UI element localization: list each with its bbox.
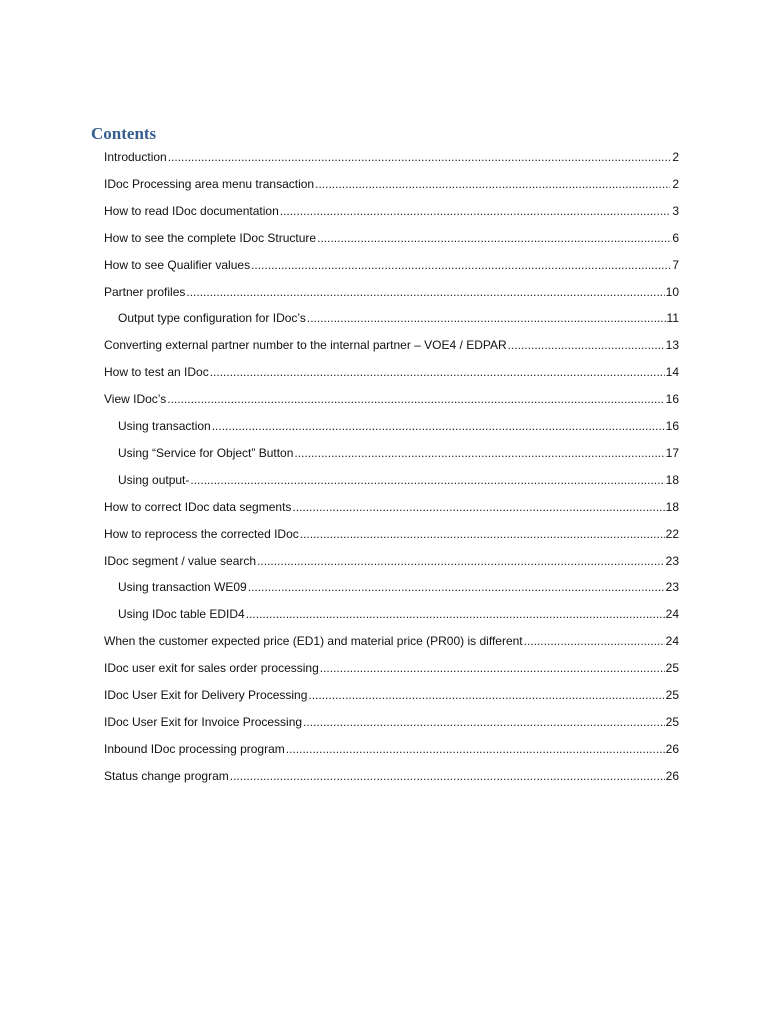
toc-entry[interactable] <box>104 521 679 541</box>
toc-entry-label: Introduction <box>104 150 167 164</box>
toc-entry[interactable] <box>118 601 679 621</box>
toc-entry[interactable] <box>104 198 679 218</box>
toc-entry-page-number: 22 <box>665 526 679 541</box>
toc-dot-leader <box>248 580 665 594</box>
toc-dot-leader <box>246 607 665 621</box>
toc-dot-leader <box>190 473 664 487</box>
toc-entry-page-number: 23 <box>665 553 679 568</box>
toc-entry[interactable] <box>118 574 679 594</box>
toc-entry[interactable] <box>104 332 679 352</box>
toc-entry-label: IDoc segment / value search <box>104 553 257 568</box>
toc-dot-leader <box>251 258 670 272</box>
toc-entry[interactable] <box>104 386 679 406</box>
toc-entry[interactable] <box>104 279 679 299</box>
toc-entry-page-number: 25 <box>665 714 679 729</box>
toc-entry[interactable] <box>104 655 679 675</box>
toc-entry-page-number: 18 <box>665 472 679 487</box>
toc-entry-label: Converting external partner number to the internal partner – VOE4 / EDPAR <box>104 338 507 353</box>
toc-entry-page-number: 14 <box>665 365 679 380</box>
toc-entry-page-number: 6 <box>672 230 679 245</box>
toc-entry[interactable] <box>104 494 679 514</box>
toc-entry[interactable] <box>104 144 679 164</box>
toc-entry-page-number: 25 <box>665 688 679 702</box>
toc-entry-label: How to correct IDoc data segments <box>104 499 292 514</box>
toc-entry-page-number: 3 <box>672 203 679 218</box>
toc-entry[interactable] <box>104 548 679 568</box>
toc-dot-leader <box>212 419 665 433</box>
toc-entry-page-number: 13 <box>665 338 679 353</box>
toc-dot-leader <box>286 742 665 756</box>
toc-entry-label: Using output- <box>118 472 190 487</box>
toc-dot-leader <box>257 554 665 568</box>
toc-dot-leader <box>307 311 666 325</box>
toc-entry[interactable] <box>118 440 679 460</box>
toc-dot-leader <box>303 715 665 729</box>
toc-entry-page-number: 11 <box>666 311 679 326</box>
toc-dot-leader <box>167 392 664 406</box>
toc-dot-leader <box>508 338 665 352</box>
toc-entry-page-number: 24 <box>665 607 679 622</box>
toc-dot-leader <box>320 661 665 675</box>
toc-entry-page-number: 18 <box>665 499 679 514</box>
toc-dot-leader <box>210 365 665 379</box>
toc-entry-page-number: 26 <box>665 741 679 756</box>
toc-entry-page-number: 25 <box>665 661 679 676</box>
toc-entry-label: Using “Service for Object” Button <box>118 445 294 460</box>
toc-dot-leader <box>300 527 665 541</box>
toc-dot-leader <box>308 688 664 702</box>
toc-title: Contents <box>91 124 157 143</box>
toc-entry-page-number: 17 <box>665 445 679 460</box>
toc-entry-label: Using transaction <box>118 419 211 433</box>
toc-dot-leader <box>230 769 665 783</box>
toc-entry-label: When the customer expected price (ED1) and material price (PR00) is different <box>104 634 523 649</box>
toc-entry[interactable] <box>118 467 679 487</box>
toc-entry[interactable] <box>118 413 679 433</box>
toc-entry[interactable] <box>104 359 679 379</box>
toc-entry-label: Status change program <box>104 768 229 783</box>
toc-entry[interactable] <box>104 682 679 702</box>
toc-dot-leader <box>315 177 670 191</box>
toc-entry-page-number: 7 <box>672 257 679 272</box>
toc-entry-label: IDoc User Exit for Invoice Processing <box>104 714 303 729</box>
toc-entry[interactable] <box>118 305 679 325</box>
toc-entry[interactable] <box>104 709 679 729</box>
toc-dot-leader <box>294 446 664 460</box>
toc-entry-page-number: 24 <box>665 634 679 649</box>
toc-dot-leader <box>168 150 670 164</box>
toc-entry-page-number: 10 <box>665 284 679 299</box>
toc-entry-label: How to read IDoc documentation <box>104 203 279 218</box>
toc-entry-label: IDoc user exit for sales order processing <box>104 661 319 676</box>
toc-entry-page-number: 2 <box>672 150 679 164</box>
toc-entry-label: Partner profiles <box>104 284 186 299</box>
toc-dot-leader <box>292 500 664 514</box>
toc-entry-label: How to test an IDoc <box>104 365 209 380</box>
toc-entry-page-number: 2 <box>672 176 679 191</box>
toc-entry[interactable] <box>104 252 679 272</box>
toc-entry[interactable] <box>104 763 679 783</box>
toc-entry[interactable] <box>104 736 679 756</box>
toc-entry-label: Output type configuration for IDoc’s <box>118 311 306 326</box>
toc-dot-leader <box>186 285 664 299</box>
toc-entry-page-number: 16 <box>665 392 679 407</box>
toc-entry-label: How to reprocess the corrected IDoc <box>104 526 299 541</box>
toc-entry-label: How to see the complete IDoc Structure <box>104 230 317 245</box>
toc-entry[interactable] <box>104 628 679 648</box>
toc-entry-label: View IDoc’s <box>104 392 167 407</box>
toc-entry-page-number: 23 <box>665 580 679 595</box>
toc-entry-label: IDoc User Exit for Delivery Processing <box>104 688 308 702</box>
toc-entry-page-number: 16 <box>665 419 679 433</box>
toc-entry[interactable] <box>104 225 679 245</box>
toc-entry-page-number: 26 <box>665 768 679 783</box>
toc-dot-leader <box>317 231 670 245</box>
toc-entry-label: IDoc Processing area menu transaction <box>104 176 315 191</box>
toc-entry-label: Using transaction WE09 <box>118 580 247 595</box>
toc-dot-leader <box>524 634 665 648</box>
toc-entry-label: Using IDoc table EDID4 <box>118 607 245 622</box>
toc-dot-leader <box>280 204 670 218</box>
toc-entry-label: Inbound IDoc processing program <box>104 741 285 756</box>
toc-entry-label: How to see Qualifier values <box>104 257 251 272</box>
toc-entry[interactable] <box>104 171 679 191</box>
